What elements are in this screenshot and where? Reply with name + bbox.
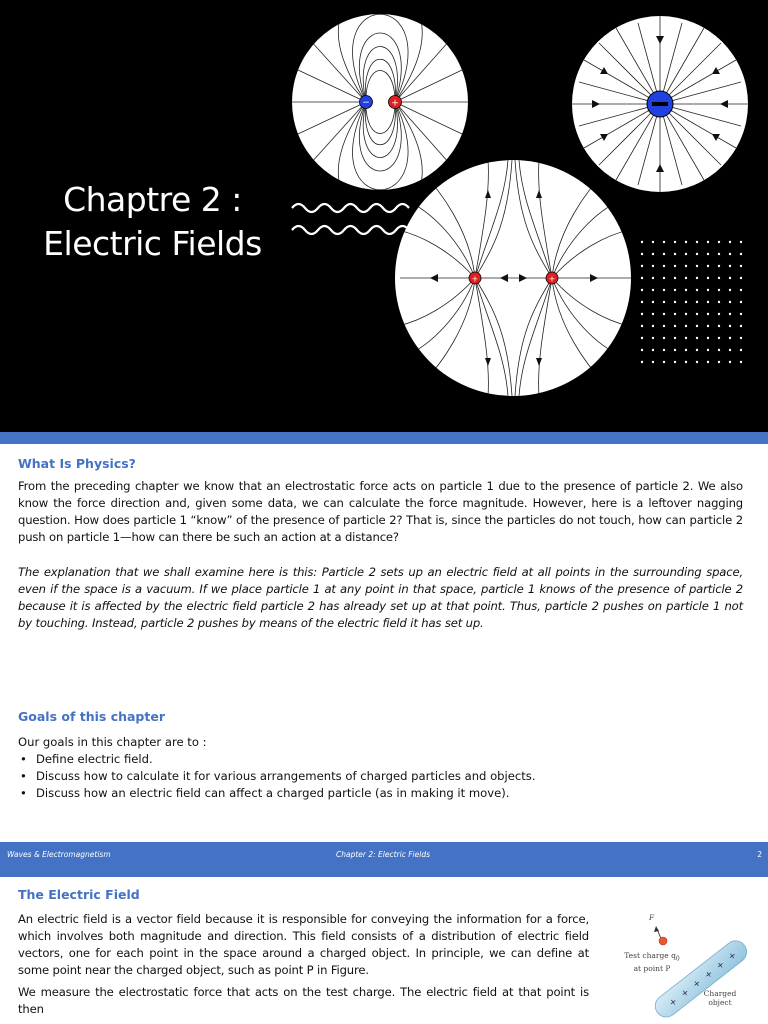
svg-text:+: + (391, 98, 399, 109)
charged-object-label-line2: object (708, 998, 732, 1007)
svg-text:+: + (679, 987, 692, 1000)
svg-text:+: + (714, 959, 727, 973)
charged-object-label (695, 989, 745, 1007)
dipole-field-diagram (292, 0, 468, 216)
document-page-2 (7, 444, 768, 842)
cover-title-line2: Electric Fields (43, 224, 262, 263)
section-heading-goals: Goals of this chapter (18, 709, 165, 724)
svg-text:+: + (667, 996, 680, 1010)
footer-page-number: 2 (757, 850, 762, 859)
goals-block (18, 734, 743, 802)
intro-paragraph: From the preceding chapter we know that an electrostatic force acts on particle 1 due to the presence of particle 2. We also know the force direction and, given some data, we can calculate the force magnitude. However, here is a leftover nagging question. How does particle 1 “know” of the presence of particle 2? That is, since the particles do not touch, how can particle 2 push on particle 1—how can there be such an action at a distance? (18, 479, 743, 544)
page-separator-band (0, 432, 768, 444)
goals-list-item: • Discuss how an electric field can affect a charged particle (as in making it move). (18, 785, 743, 802)
svg-text:+: + (691, 978, 704, 991)
cover-slide (0, 0, 768, 432)
goals-list-item: • Discuss how to calculate it for various arrangements of charged particles and objects. (18, 768, 743, 785)
electric-field-measurement-paragraph: We measure the electrostatic force that acts on the test charge. The electric field at that point is then (18, 985, 589, 1016)
page-footer (0, 842, 768, 877)
decorative-dot-grid (641, 241, 742, 363)
section-heading-electric-field: The Electric Field (18, 887, 140, 902)
test-charge-label-line2: at point P (633, 963, 671, 973)
document-page-3 (7, 877, 768, 1024)
force-label-text: F (649, 913, 655, 922)
test-charge-label (617, 951, 687, 973)
test-charge-subscript: 0 (675, 955, 680, 963)
svg-text:+: + (726, 950, 739, 963)
svg-text:+: + (703, 968, 716, 982)
negative-charge-field-diagram (572, 16, 748, 192)
test-charge-figure (607, 907, 747, 1024)
cover-title (30, 178, 275, 266)
force-vector-label (649, 913, 654, 922)
goals-intro: Our goals in this chapter are to : (18, 735, 207, 749)
goals-list (18, 751, 743, 802)
charged-object-label-line1: Charged (703, 989, 737, 998)
explanation-paragraph: The explanation that we shall examine here is this: Particle 2 sets up an electric field at all points in the surrounding space, even if the space is a vacuum. If we place particle 1 at any point in that space, particle 1 knows of the presence of particle 2 because it is affected by the electric field particle 2 has already set up at that point. Thus, particle 2 pushes on particle 1 not by touching. Instead, particle 2 pushes by means of the electric field it has set up. (18, 565, 743, 630)
cover-title-line1: Chaptre 2 : (63, 180, 242, 219)
electric-field-definition-paragraph: An electric field is a vector field because it is responsible for conveying the information for a force, which involves both magnitude and direction. This field consists of a distribution of electric field vectors, one for each point in the space around a charged object. In principle, we can define at some point near the charged object, such as point P in Figure. (18, 912, 589, 977)
svg-text:+: + (548, 274, 556, 284)
decorative-wave-lines (292, 204, 409, 234)
section-heading-what-is-physics: What Is Physics? (18, 456, 136, 471)
footer-chapter-title: Chapter 2: Electric Fields (336, 850, 430, 859)
svg-text:−: − (362, 98, 370, 108)
test-charge-label-line1: Test charge q (624, 951, 676, 960)
goals-list-item: • Define electric field. (18, 751, 743, 768)
two-positive-charges-field-diagram (395, 160, 632, 396)
svg-text:+: + (471, 274, 479, 284)
footer-course-title: Waves & Electromagnetism (7, 850, 111, 859)
